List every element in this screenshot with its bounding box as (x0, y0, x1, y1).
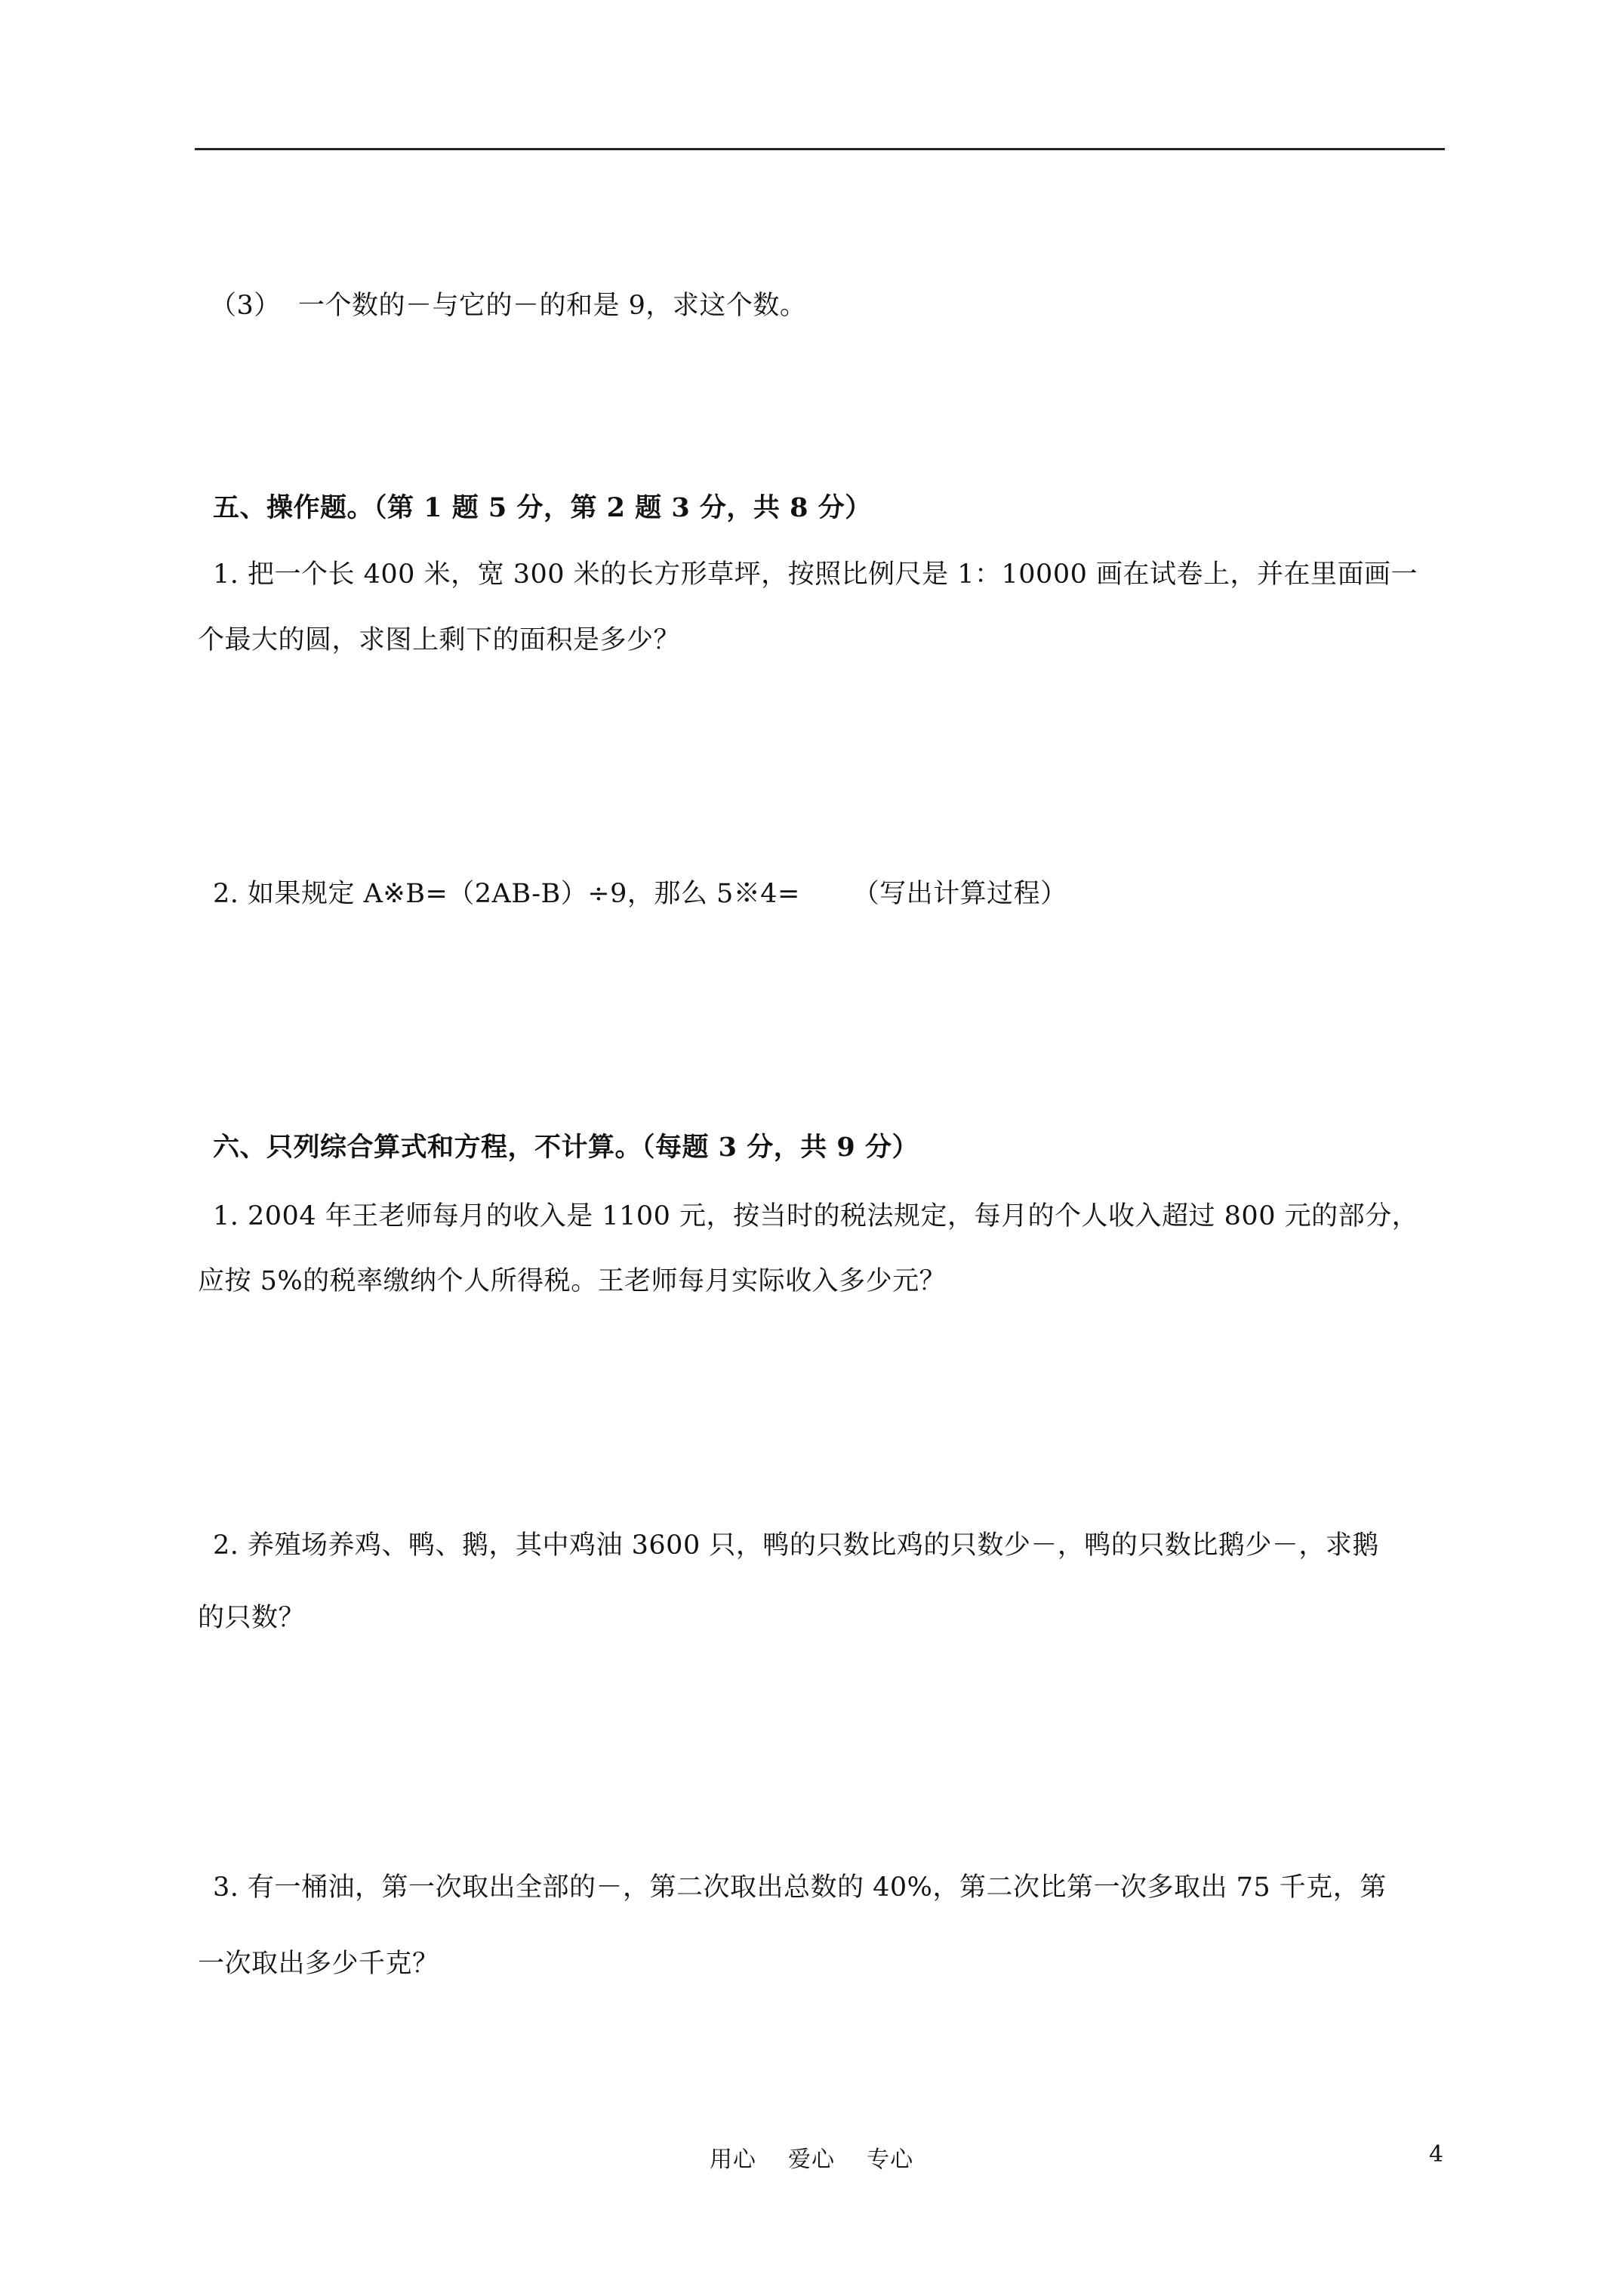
page-number: 4 (1429, 2141, 1444, 2168)
section-5-q2: 2. 如果规定 A※B=（2AB-B）÷9，那么 5※4= （写出计算过程） (213, 879, 1067, 909)
section-6-heading: 六、只列综合算式和方程，不计算。（每题 3 分，共 9 分） (213, 1132, 919, 1163)
section-6-q2-line2: 的只数？ (198, 1603, 306, 1633)
section-6-q3-line2: 一次取出多少千克？ (198, 1949, 439, 1979)
section-5-q1-line2: 个最大的圆，求图上剩下的面积是多少？ (198, 625, 681, 655)
section-6-q1-line1: 1. 2004 年王老师每月的收入是 1100 元，按当时的税法规定，每月的个人收入超过 800 元的部分， (213, 1201, 1419, 1231)
section-5-q1-line1: 1. 把一个长 400 米，宽 300 米的长方形草坪，按照比例尺是 1：10000 画在试卷上，并在里面画一 (213, 559, 1418, 590)
footer-motto: 用心 爱心 专心 (709, 2147, 914, 2173)
header-rule (195, 148, 1445, 150)
section-6-q1-line2: 应按 5%的税率缴纳个人所得税。王老师每月实际收入多少元？ (198, 1266, 947, 1296)
question-4-3: （3） 一个数的－与它的－的和是 9，求这个数。 (210, 291, 807, 321)
section-6-q2-line1: 2. 养殖场养鸡、鸭、鹅，其中鸡油 3600 只，鸭的只数比鸡的只数少－，鸭的只数比鹅少－，求鹅 (213, 1530, 1379, 1561)
section-6-q3-line1: 3. 有一桶油，第一次取出全部的－，第二次取出总数的 40%，第二次比第一次多取出 75 千克，第 (213, 1872, 1387, 1903)
section-5-heading: 五、操作题。（第 1 题 5 分，第 2 题 3 分，共 8 分） (213, 492, 872, 523)
